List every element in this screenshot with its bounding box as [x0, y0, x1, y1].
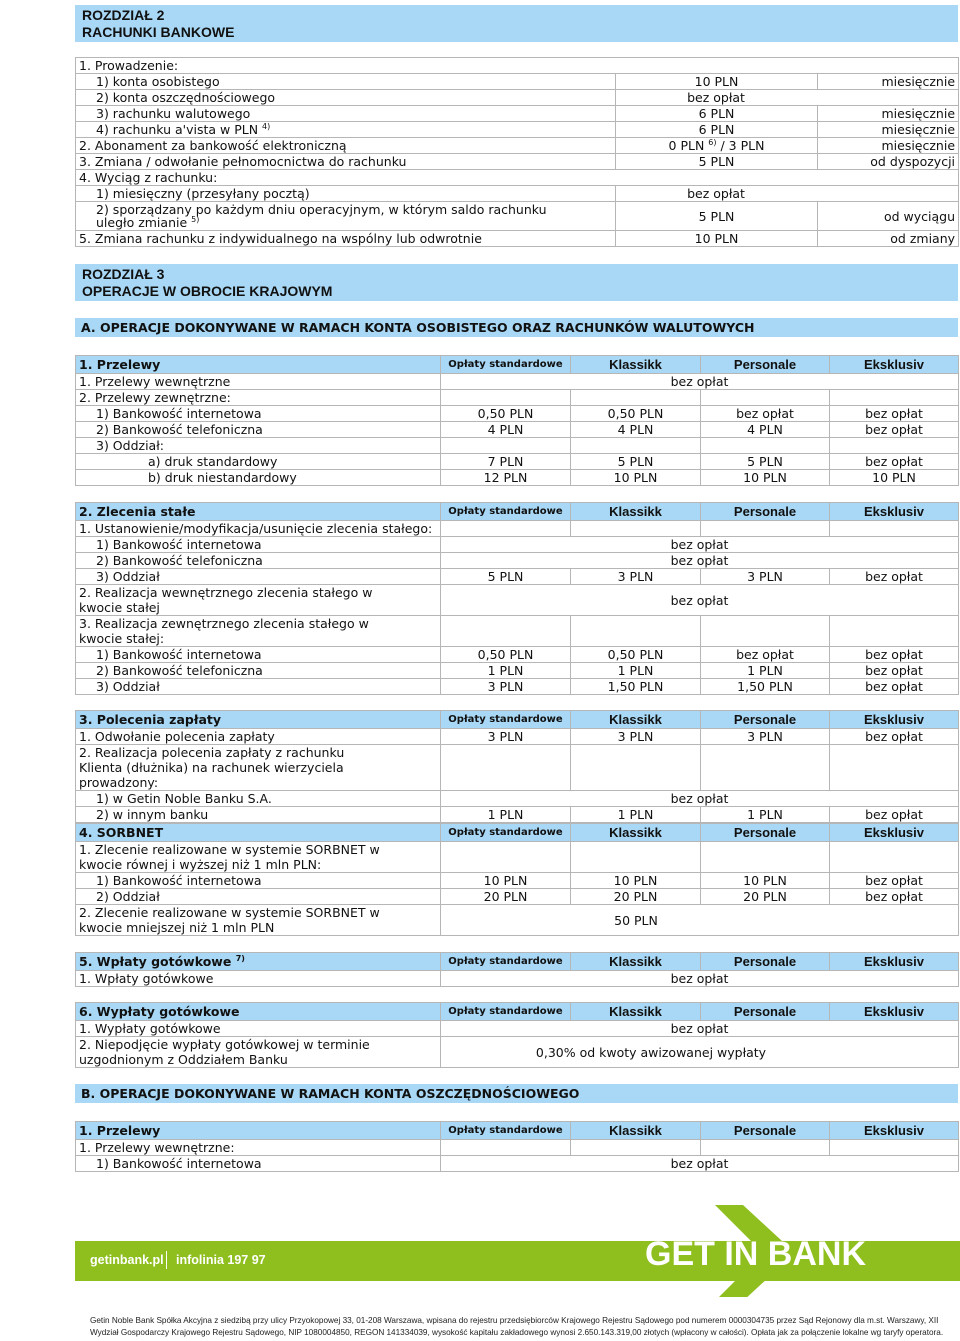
- table-row: 2. Zlecenie realizowane w systemie SORBNET w kwocie mniejszej niż 1 mln PLN 50 PLN: [76, 905, 959, 936]
- table-row: 2) Bankowość telefoniczna 1 PLN 1 PLN 1 PLN bez opłat: [76, 663, 959, 679]
- table-row: 1) Bankowość internetowa 10 PLN 10 PLN 10 PLN bez opłat: [76, 873, 959, 889]
- table-row: 2. Realizacja wewnętrznego zlecenia stałego w kwocie stałej bez opłat: [76, 585, 959, 616]
- table-row: 1. Ustanowienie/modyfikacja/usunięcie zlecenia stałego:: [76, 521, 959, 537]
- legal-line-1: Getin Noble Bank Spółka Akcyjna z siedzibą przy ulicy Przyokopowej 33, 01-208 Warszawa, wpisana do rejestru przedsiębiorców Krajowego Rejestru Sądowego pod numerem 0000304735 przez Sąd Rejonowy dla m.st. Warszawy, XII: [90, 1316, 939, 1325]
- table-polecenia-zaplaty: [75, 710, 959, 823]
- table-row: 4. Wyciąg z rachunku:: [76, 170, 959, 186]
- table-wyplaty-gotowkowe: [75, 1002, 959, 1068]
- table-row: 1) Bankowość internetowa 0,50 PLN 0,50 PLN bez opłat bez opłat: [76, 647, 959, 663]
- website-link[interactable]: getinbank.pl: [90, 1253, 164, 1267]
- table-row: 3. Zmiana / odwołanie pełnomocnictwa do rachunku 5 PLN od dyspozycji: [76, 154, 959, 170]
- table-header: 5. Wpłaty gotówkowe $^{7)}$ Opłaty standardowe Klassikk Personale Eksklusiv: [76, 953, 959, 971]
- logo-text: GET IN BANK: [645, 1235, 866, 1273]
- legal-line-2: Wydział Gospodarczy Krajowego Rejestru Sądowego, NIP 1080004850, REGON 141334039, wysokość kapitału zakładowego wynosi 2.650.143.319,00 złotych (wpłacony w całości). Opłata jak za połączenie lokalne wg taryfy operatora.: [90, 1328, 944, 1337]
- table-row: 2) Bankowość telefoniczna bez opłat: [76, 553, 959, 569]
- table-row: 1. Zlecenie realizowane w systemie SORBNET w kwocie równej i wyższej niż 1 mln PLN:: [76, 842, 959, 873]
- legal-notice: [90, 1315, 952, 1339]
- infoline-text: infolinia 197 97: [176, 1253, 266, 1267]
- table-row: 2) sporządzany po każdym dniu operacyjnym, w którym saldo rachunku uległo zmianie $^{5)}$ 5 PLN od wyciągu: [76, 202, 959, 231]
- table-row: 1) miesięczny (przesyłany pocztą) bez opłat: [76, 186, 959, 202]
- get-in-bank-logo: [645, 1197, 945, 1297]
- footer: [0, 1197, 960, 1341]
- section-header-rozdzial-2: [75, 5, 958, 42]
- footer-divider: [166, 1251, 167, 1269]
- table-row: 5. Zmiana rachunku z indywidualnego na wspólny lub odwrotnie 10 PLN od zmiany: [76, 231, 959, 247]
- table-row: 1) konta osobistego 10 PLN miesięcznie: [76, 74, 959, 90]
- table-row: 1. Wpłaty gotówkowe bez opłat: [76, 971, 959, 987]
- table-row: 2) Bankowość telefoniczna 4 PLN 4 PLN 4 PLN bez opłat: [76, 422, 959, 438]
- section-title: RACHUNKI BANKOWE: [82, 24, 235, 40]
- subsection-header-b: B. OPERACJE DOKONYWANE W RAMACH KONTA OSZCZĘDNOŚCIOWEGO: [75, 1084, 958, 1103]
- table-row: 2) w innym banku 1 PLN 1 PLN 1 PLN bez opłat: [76, 807, 959, 823]
- table-row: 1) Bankowość internetowa bez opłat: [76, 537, 959, 553]
- table-row: 2. Przelewy zewnętrzne:: [76, 390, 959, 406]
- table-row: 1. Przelewy wewnętrzne:: [76, 1140, 959, 1156]
- table-header: 1. Przelewy Opłaty standardowe Klassikk Personale Eksklusiv: [76, 1122, 959, 1140]
- table-row: 2. Niepodjęcie wypłaty gotówkowej w terminie uzgodnionym z Oddziałem Banku 0,30% od kwoty awizowanej wypłaty: [76, 1037, 959, 1068]
- table-row: 2) konta oszczędnościowego bez opłat: [76, 90, 959, 106]
- table-row: 1) Bankowość internetowa bez opłat: [76, 1156, 959, 1172]
- table-row: 1) Bankowość internetowa 0,50 PLN 0,50 PLN bez opłat bez opłat: [76, 406, 959, 422]
- table-row: 1. Prowadzenie:: [76, 58, 959, 74]
- section-number: ROZDZIAŁ 3: [82, 266, 165, 282]
- table-sorbnet: [75, 823, 959, 936]
- table-row: 1. Wypłaty gotówkowe bez opłat: [76, 1021, 959, 1037]
- table-zlecenia-stale: [75, 502, 959, 695]
- table-row: 3) rachunku walutowego 6 PLN miesięcznie: [76, 106, 959, 122]
- table-header: 2. Zlecenia stałe Opłaty standardowe Klassikk Personale Eksklusiv: [76, 503, 959, 521]
- section-number: ROZDZIAŁ 2: [82, 7, 165, 23]
- table-wplaty-gotowkowe: [75, 952, 959, 987]
- table-header: 3. Polecenia zapłaty Opłaty standardowe Klassikk Personale Eksklusiv: [76, 711, 959, 729]
- table-row: 2) Oddział 20 PLN 20 PLN 20 PLN bez opłat: [76, 889, 959, 905]
- table-header: 1. Przelewy Opłaty standardowe Klassikk Personale Eksklusiv: [76, 356, 959, 374]
- table-row: 3) Oddział 3 PLN 1,50 PLN 1,50 PLN bez opłat: [76, 679, 959, 695]
- table-row: 1) w Getin Noble Banku S.A. bez opłat: [76, 791, 959, 807]
- table-rachunki: [75, 57, 959, 247]
- subsection-header-a: A. OPERACJE DOKONYWANE W RAMACH KONTA OSOBISTEGO ORAZ RACHUNKÓW WALUTOWYCH: [75, 318, 958, 337]
- table-row: 2. Realizacja polecenia zapłaty z rachunku Klienta (dłużnika) na rachunek wierzyciela prowadzony:: [76, 745, 959, 791]
- table-row: 3) Oddział:: [76, 438, 959, 454]
- table-row: 4) rachunku a'vista w PLN $^{4)}$ 6 PLN miesięcznie: [76, 122, 959, 138]
- table-header: 6. Wypłaty gotówkowe Opłaty standardowe Klassikk Personale Eksklusiv: [76, 1003, 959, 1021]
- table-header: 4. SORBNET Opłaty standardowe Klassikk Personale Eksklusiv: [76, 824, 959, 842]
- table-przelewy-oszczednosciowe: [75, 1121, 959, 1172]
- section-header-rozdzial-3: [75, 264, 958, 301]
- table-przelewy: [75, 355, 959, 486]
- table-row: 3. Realizacja zewnętrznego zlecenia stałego w kwocie stałej:: [76, 616, 959, 647]
- table-row: 2. Abonament za bankowość elektroniczną 0 PLN $^{6)}$ / 3 PLN miesięcznie: [76, 138, 959, 154]
- table-row: 3) Oddział 5 PLN 3 PLN 3 PLN bez opłat: [76, 569, 959, 585]
- table-row: b) druk niestandardowy 12 PLN 10 PLN 10 PLN 10 PLN: [76, 470, 959, 486]
- table-row: 1. Przelewy wewnętrzne bez opłat: [76, 374, 959, 390]
- section-title: OPERACJE W OBROCIE KRAJOWYM: [82, 283, 333, 299]
- table-row: a) druk standardowy 7 PLN 5 PLN 5 PLN bez opłat: [76, 454, 959, 470]
- table-row: 1. Odwołanie polecenia zapłaty 3 PLN 3 PLN 3 PLN bez opłat: [76, 729, 959, 745]
